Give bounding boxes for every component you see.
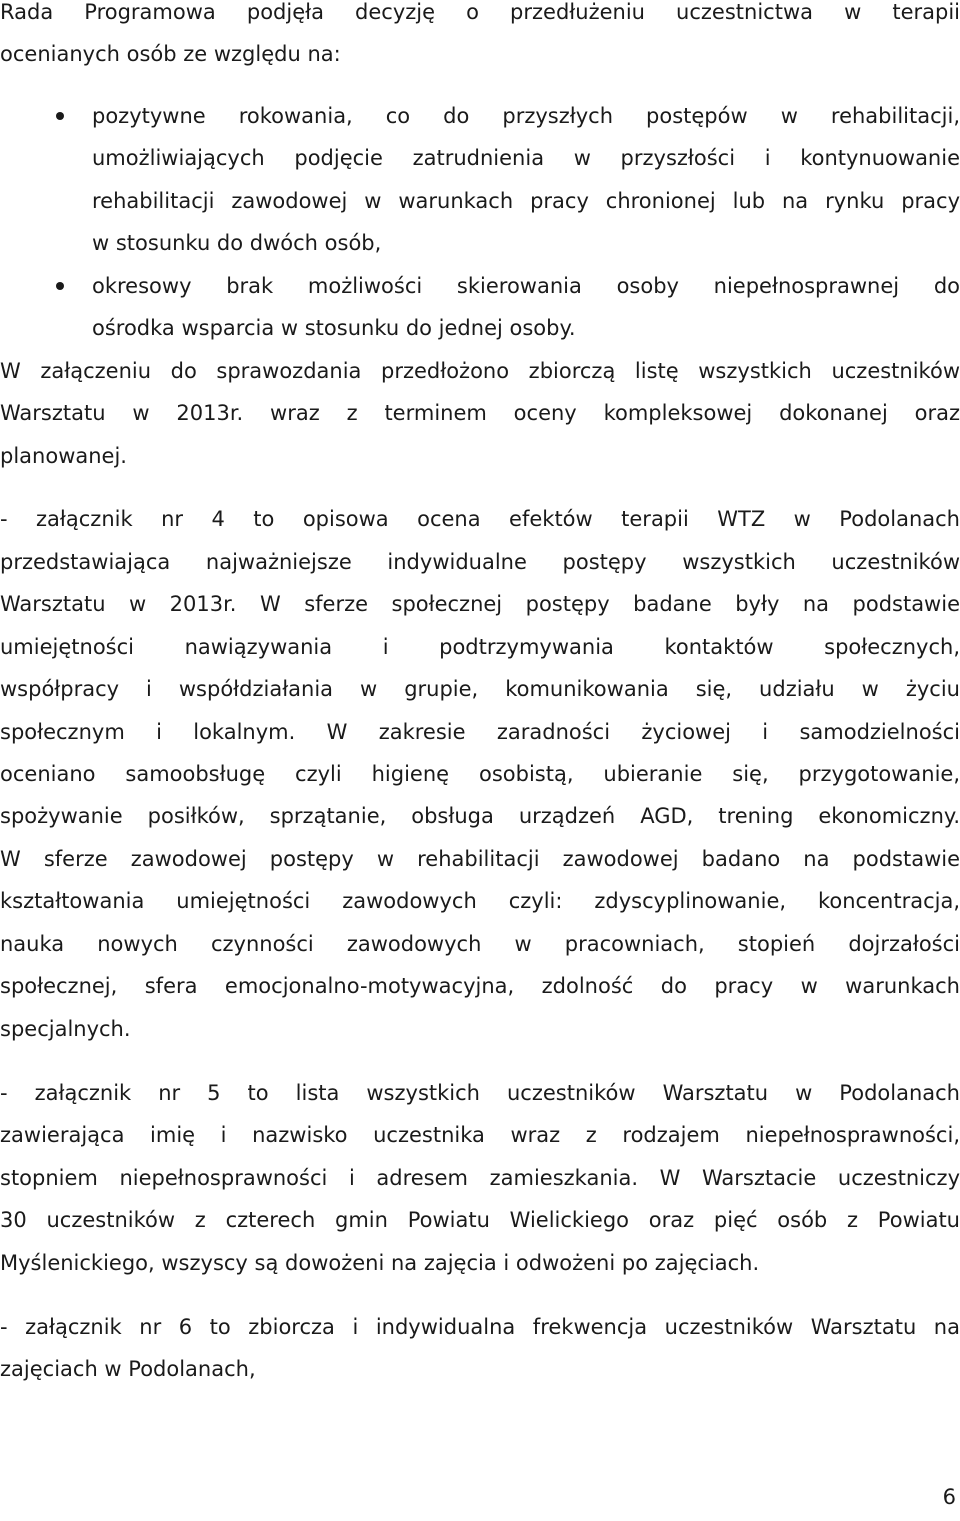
annex5-line-4: 30 uczestników z czterech gmin Powiatu Wielickiego oraz pięć osób z Powiatu <box>0 1208 960 1232</box>
annex4-line-7: oceniano samoobsługę czyli higienę osobistą, ubieranie się, przygotowanie, <box>0 762 960 786</box>
annex5-line-3: stopniem niepełnosprawności i adresem zamieszkania. W Warsztacie uczestniczy <box>0 1166 960 1190</box>
bullet-2-line-1: okresowy brak możliwości skierowania osoby niepełnosprawnej do <box>92 274 960 298</box>
intro-line-1: Rada Programowa podjęła decyzję o przedłużeniu uczestnictwa w terapii <box>0 0 960 24</box>
bullet-dot-2 <box>56 282 64 290</box>
annex4-line-6: społecznym i lokalnym. W zakresie zaradności życiowej i samodzielności <box>0 720 960 744</box>
attachment-line-3: planowanej. <box>0 444 127 468</box>
annex5-line-5: Myślenickiego, wszyscy są dowożeni na zajęcia i odwożeni po zajęciach. <box>0 1251 760 1275</box>
annex6-line-2: zajęciach w Podolanach, <box>0 1357 256 1381</box>
attachment-line-2: Warsztatu w 2013r. wraz z terminem oceny kompleksowej dokonanej oraz <box>0 401 960 425</box>
annex4-line-13: specjalnych. <box>0 1017 131 1041</box>
annex4-line-1: - załącznik nr 4 to opisowa ocena efektów terapii WTZ w Podolanach <box>0 507 960 531</box>
bullet-dot-1 <box>56 112 64 120</box>
annex4-line-5: współpracy i współdziałania w grupie, komunikowania się, udziału w życiu <box>0 677 960 701</box>
annex4-line-9: W sferze zawodowej postępy w rehabilitacji zawodowej badano na podstawie <box>0 847 960 871</box>
annex4-line-3: Warsztatu w 2013r. W sferze społecznej postępy badane były na podstawie <box>0 592 960 616</box>
page-number: 6 <box>942 1485 956 1509</box>
annex4-line-8: spożywanie posiłków, sprzątanie, obsługa urządzeń AGD, trening ekonomiczny. <box>0 804 960 828</box>
bullet-1-line-1: pozytywne rokowania, co do przyszłych postępów w rehabilitacji, <box>92 104 960 128</box>
bullet-1-line-4: w stosunku do dwóch osób, <box>92 231 382 255</box>
annex4-line-11: nauka nowych czynności zawodowych w pracowniach, stopień dojrzałości <box>0 932 960 956</box>
annex4-line-10: kształtowania umiejętności zawodowych czyli: zdyscyplinowanie, koncentracja, <box>0 889 960 913</box>
annex4-line-2: przedstawiająca najważniejsze indywidualne postępy wszystkich uczestników <box>0 550 960 574</box>
annex6-line-1: - załącznik nr 6 to zbiorcza i indywidualna frekwencja uczestników Warsztatu na <box>0 1315 960 1339</box>
annex4-line-4: umiejętności nawiązywania i podtrzymywania kontaktów społecznych, <box>0 635 960 659</box>
annex5-line-1: - załącznik nr 5 to lista wszystkich uczestników Warsztatu w Podolanach <box>0 1081 960 1105</box>
bullet-2-line-2: ośrodka wsparcia w stosunku do jednej osoby. <box>92 316 576 340</box>
attachment-line-1: W załączeniu do sprawozdania przedłożono zbiorczą listę wszystkich uczestników <box>0 359 960 383</box>
annex5-line-2: zawierająca imię i nazwisko uczestnika wraz z rodzajem niepełnosprawności, <box>0 1123 960 1147</box>
annex4-line-12: społecznej, sfera emocjonalno-motywacyjna, zdolność do pracy w warunkach <box>0 974 960 998</box>
bullet-1-line-2: umożliwiających podjęcie zatrudnienia w przyszłości i kontynuowanie <box>92 146 960 170</box>
bullet-1-line-3: rehabilitacji zawodowej w warunkach pracy chronionej lub na rynku pracy <box>92 189 960 213</box>
intro-line-2: ocenianych osób ze względu na: <box>0 42 341 66</box>
